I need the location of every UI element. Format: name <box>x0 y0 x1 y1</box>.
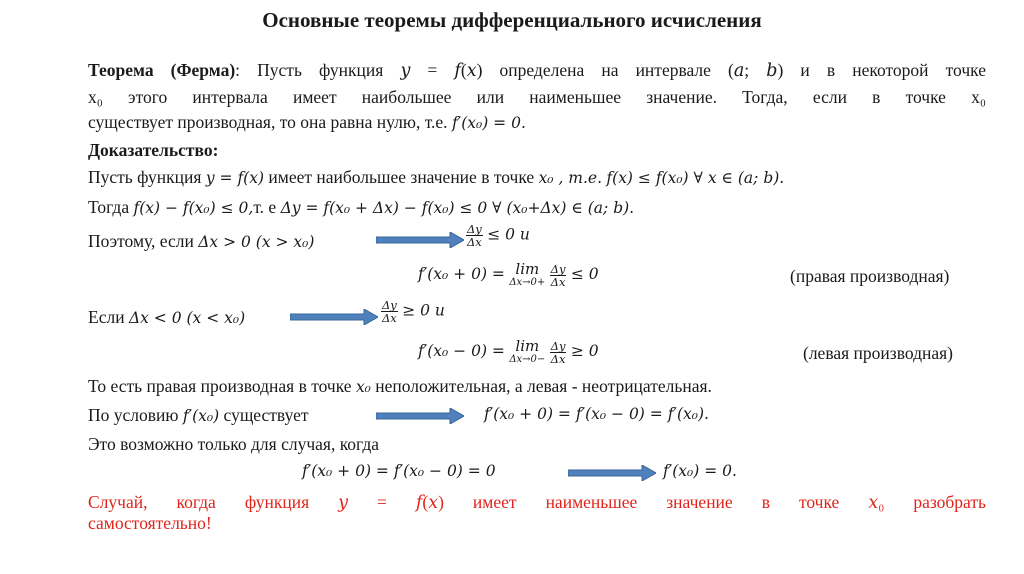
proof-line-8 <box>88 405 309 426</box>
limit <box>509 262 545 288</box>
derivative-equality: 𝑓′(𝑥₀ + 0) = 𝑓′(𝑥₀ − 0) = 𝑓′(𝑥₀). <box>484 405 709 423</box>
theorem-formula: 𝑓′(𝑥₀) = 0. <box>451 114 526 132</box>
fraction-numerator: Δ𝑦 <box>382 298 397 312</box>
limit-word: 𝑙𝑖𝑚 <box>515 260 540 278</box>
left-derivative-formula <box>418 339 599 365</box>
fraction <box>550 340 567 365</box>
proof-text: т. е <box>253 197 277 217</box>
limit-word: 𝑙𝑖𝑚 <box>515 337 540 355</box>
proof-text: неположительная, а левая - неотрицательная. <box>375 376 712 396</box>
proof-line-7 <box>88 376 712 397</box>
fraction-numerator: Δ𝑦 <box>550 261 566 276</box>
theorem-label: Теорема (Ферма) <box>88 60 236 80</box>
fraction-numerator: Δ𝑦 <box>467 222 482 236</box>
left-derivative-note: (левая производная) <box>803 343 953 363</box>
proof-text: По условию <box>88 405 179 425</box>
limit-subscript: Δ𝑥→0− <box>509 354 546 365</box>
formula: 𝑓′(𝑥₀ + 0) = <box>418 265 505 284</box>
fraction-denominator: Δ𝑥 <box>382 311 397 325</box>
proof-text: существует <box>223 405 309 425</box>
limit-subscript: Δ𝑥→0+ <box>509 277 546 288</box>
conclusion-result: 𝑓′(𝑥₀) = 0. <box>663 462 737 480</box>
limit <box>509 339 545 365</box>
fraction-denominator: Δ𝑥 <box>467 235 482 249</box>
formula: Δ𝑦 = 𝑓(𝑥₀ + Δ𝑥) − 𝑓(𝑥₀) ≤ 0 ∀ (𝑥₀+Δ𝑥) ∈ (𝑎; 𝑏). <box>280 199 635 217</box>
formula: Δ𝑥 < 0 (𝑥 < 𝑥₀) <box>128 309 246 327</box>
fraction <box>466 223 483 248</box>
conclusion-formula: 𝑓′(𝑥₀ + 0) = 𝑓′(𝑥₀ − 0) = 0 <box>302 462 496 480</box>
theorem-text-1: Пусть функция 𝑦 = 𝑓(𝑥) определена на интервале (𝑎; 𝑏) и в некоторой точке <box>257 60 986 80</box>
formula: 𝑓(𝑥) ≤ 𝑓(𝑥₀) ∀ 𝑥 ∈ (𝑎; 𝑏). <box>606 169 785 187</box>
proof-text: Поэтому, если <box>88 231 194 251</box>
formula: 𝑓(𝑥) − 𝑓(𝑥₀) ≤ 0, <box>133 199 254 217</box>
formula: 𝑦 = 𝑓(𝑥) <box>205 169 265 187</box>
formula: 𝑥₀ <box>355 378 371 396</box>
formula: 𝑓′(𝑥₀ − 0) = <box>418 342 505 361</box>
theorem-line-3 <box>88 112 526 133</box>
formula: ≥ 0 <box>570 342 599 361</box>
formula: Δ𝑥 > 0 (𝑥 > 𝑥₀) <box>198 233 315 251</box>
theorem-text-3: существует производная, то она равна нулю, т.е. <box>88 112 448 132</box>
proof-text: Если <box>88 307 125 327</box>
proof-text: То есть правая производная в точке <box>88 376 352 396</box>
diff-quotient-2 <box>381 299 445 324</box>
fraction-numerator: Δ𝑦 <box>550 338 566 353</box>
proof-text: Пусть функция <box>88 167 202 187</box>
proof-line-2 <box>88 197 634 218</box>
right-arrow-icon <box>568 465 656 481</box>
fraction <box>550 263 567 288</box>
proof-text: Тогда <box>88 197 130 217</box>
right-arrow-icon <box>376 232 464 248</box>
fraction-denominator: Δ𝑥 <box>550 274 566 289</box>
exercise-line-1: Случай, когда функция 𝑦 = 𝑓(𝑥) имеет наименьшее значение в точке 𝑥₀ разобрать <box>88 492 986 512</box>
right-arrow-icon <box>376 408 464 424</box>
page-title: Основные теоремы дифференциального исчисления <box>262 8 762 32</box>
exercise-line-2: самостоятельно! <box>88 513 212 533</box>
formula: 𝑓′(𝑥₀) <box>182 407 220 425</box>
formula: 𝑥₀ , т.е. <box>538 169 603 187</box>
theorem-line-1: Теорема (Ферма): Пусть функция 𝑦 = 𝑓(𝑥) определена на интервале (𝑎; 𝑏) и в некоторой точке <box>88 60 986 80</box>
formula: ≤ 0 и <box>487 225 530 244</box>
fraction-denominator: Δ𝑥 <box>550 351 566 366</box>
proof-text: имеет наибольшее значение в точке <box>268 167 535 187</box>
theorem-line-2: x₀ этого интервала имеет наибольшее или наименьшее значение. Тогда, если в точке x₀ <box>88 87 986 107</box>
right-derivative-note: (правая производная) <box>790 266 950 286</box>
formula: ≤ 0 <box>570 265 599 284</box>
proof-line-9: Это возможно только для случая, когда <box>88 434 380 454</box>
fraction <box>381 299 398 324</box>
diff-quotient-1 <box>466 223 530 248</box>
formula: ≥ 0 и <box>402 301 445 320</box>
proof-line-1 <box>88 167 784 188</box>
right-derivative-formula <box>418 262 599 288</box>
proof-label: Доказательство: <box>88 140 219 160</box>
proof-line-5 <box>88 307 245 328</box>
proof-line-3 <box>88 231 314 252</box>
right-arrow-icon <box>290 309 378 325</box>
